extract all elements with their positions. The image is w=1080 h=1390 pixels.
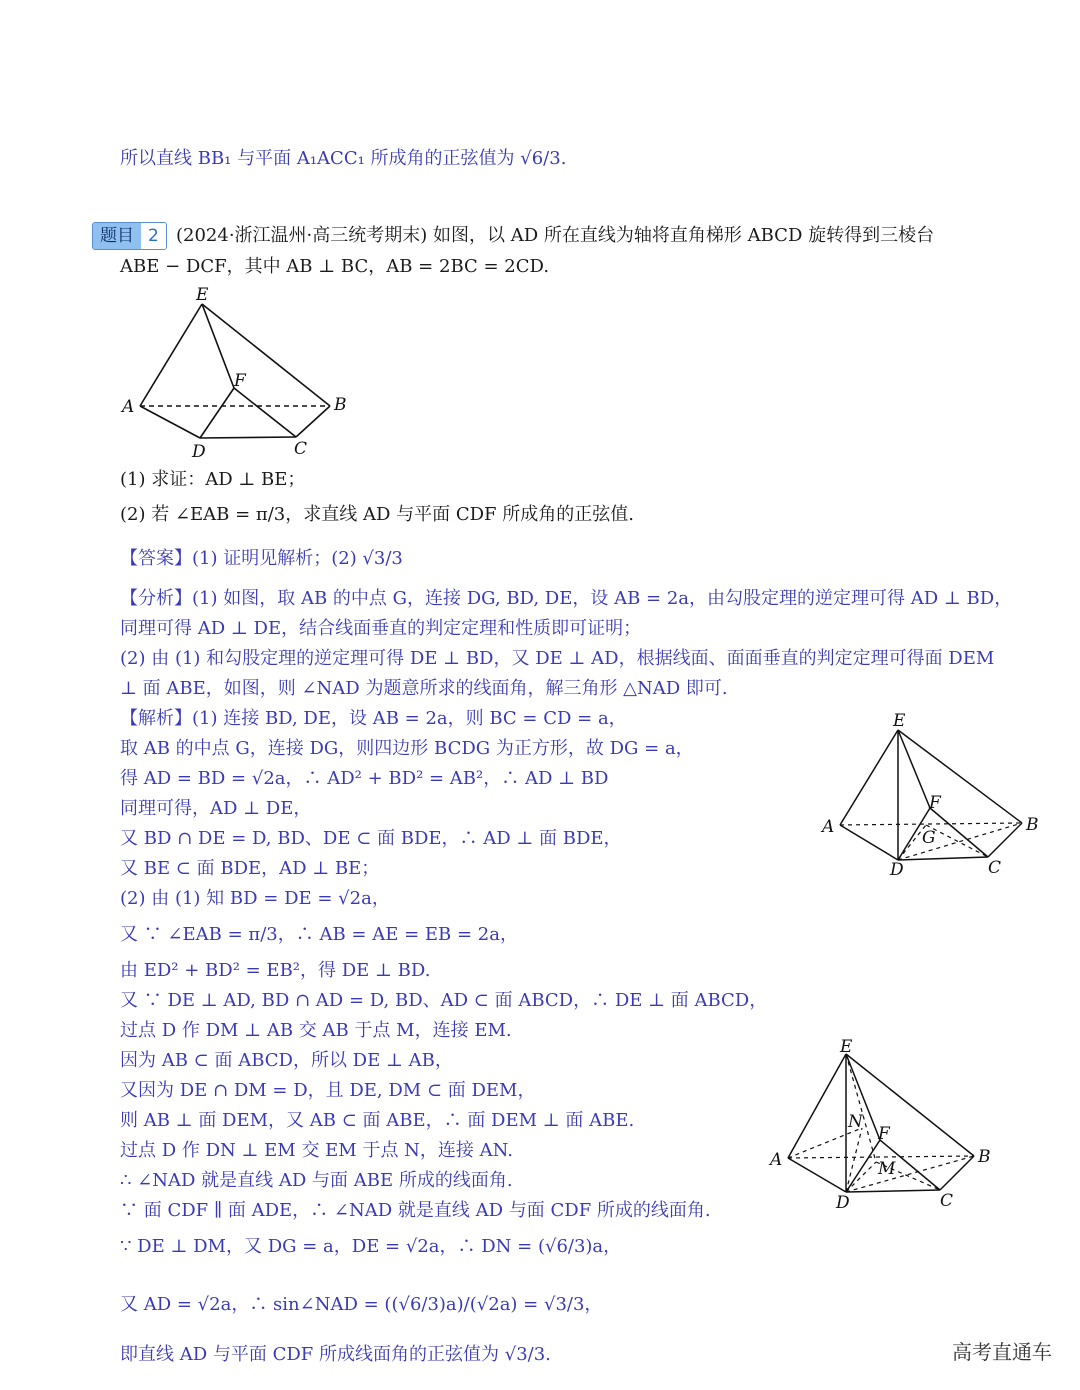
solution-line-2: 取 AB 的中点 G，连接 DG，则四边形 BCDG 为正方形，故 DG = a， xyxy=(120,738,694,759)
previous-conclusion: 所以直线 BB₁ 与平面 A₁ACC₁ 所成角的正弦值为 √6/3. xyxy=(120,148,567,169)
solution-line-17: ∵ 面 CDF ∥ 面 ADE，∴ ∠NAD 就是直线 AD 与面 CDF 所成的线面角. xyxy=(120,1200,711,1221)
edge-DM-dashed xyxy=(846,1162,876,1192)
label-M: M xyxy=(878,1159,896,1179)
label-A: A xyxy=(770,1150,783,1170)
label-D: D xyxy=(836,1193,850,1212)
label-E: E xyxy=(840,1037,853,1057)
label-A: A xyxy=(122,397,135,417)
solution-line-19: 又 AD = √2a，∴ sin∠NAD = ((√6/3)a)/(√2a) = √3/3， xyxy=(120,1294,603,1315)
label-F: F xyxy=(878,1124,890,1144)
edge-AD xyxy=(788,1158,846,1192)
problem-stem-line1: (2024·浙江温州·高三统考期末) 如图，以 AD 所在直线为轴将直角梯形 ABCD 旋转得到三棱台 xyxy=(176,225,935,246)
problem-stem-line2: ABE − DCF，其中 AB ⊥ BC，AB = 2BC = 2CD. xyxy=(120,256,550,277)
label-B: B xyxy=(1026,815,1039,835)
label-B: B xyxy=(978,1147,991,1167)
badge-number: 2 xyxy=(141,223,166,249)
edge-EA xyxy=(140,304,202,406)
edge-DC xyxy=(846,1190,940,1192)
edge-DF xyxy=(200,388,234,438)
solution-line-4: 同理可得，AD ⊥ DE， xyxy=(120,798,312,819)
edge-AB-dashed xyxy=(840,823,1022,825)
badge-label: 题目 xyxy=(93,223,141,249)
solution-line-9: 由 ED² + BD² = EB²，得 DE ⊥ BD. xyxy=(120,960,431,981)
answer: 【答案】(1) 证明见解析；(2) √3/3 xyxy=(120,548,403,569)
frustum-figure-1 xyxy=(118,282,358,462)
edge-EB xyxy=(846,1054,974,1156)
solution-line-18: ∵ DE ⊥ DM，又 DG = a，DE = √2a，∴ DN = (√6/3)a， xyxy=(120,1236,622,1257)
part-1: (1) 求证：AD ⊥ BE； xyxy=(120,469,306,490)
label-F: F xyxy=(234,371,246,391)
label-D: D xyxy=(192,442,206,462)
label-C: C xyxy=(988,858,1002,878)
label-N: N xyxy=(848,1112,863,1132)
solution-line-12: 因为 AB ⊂ 面 ABCD，所以 DE ⊥ AB， xyxy=(120,1050,453,1071)
part-2: (2) 若 ∠EAB = π/3，求直线 AD 与平面 CDF 所成角的正弦值. xyxy=(120,504,634,525)
edge-EA xyxy=(788,1054,846,1158)
edge-FC xyxy=(930,808,988,857)
edge-CB xyxy=(296,406,330,437)
label-G: G xyxy=(922,828,936,848)
solution-line-7: (2) 由 (1) 知 BD = DE = √2a， xyxy=(120,888,390,909)
frustum-figure-2 xyxy=(818,705,1048,885)
edge-DC xyxy=(898,857,988,860)
analysis-line-4: ⊥ 面 ABE，如图，则 ∠NAD 为题意所求的线面角，解三角形 △NAD 即可. xyxy=(120,678,728,699)
label-F: F xyxy=(929,793,941,813)
edge-DC xyxy=(200,437,296,438)
label-B: B xyxy=(334,395,347,415)
solution-line-20: 即直线 AD 与平面 CDF 所成线面角的正弦值为 √3/3. xyxy=(120,1344,551,1365)
solution-line-14: 则 AB ⊥ 面 DEM，又 AB ⊂ 面 ABE，∴ 面 DEM ⊥ 面 ABE. xyxy=(120,1110,635,1131)
label-C: C xyxy=(940,1191,954,1211)
frustum-figure-3 xyxy=(764,1032,1004,1212)
label-C: C xyxy=(294,439,308,459)
solution-line-8: 又 ∵ ∠EAB = π/3，∴ AB = AE = EB = 2a， xyxy=(120,924,518,945)
problem-badge xyxy=(92,222,167,250)
edge-CB xyxy=(988,823,1022,857)
edge-EA xyxy=(840,730,898,825)
solution-line-13: 又因为 DE ∩ DM = D，且 DE, DM ⊂ 面 DEM， xyxy=(120,1080,536,1101)
solution-line-6: 又 BE ⊂ 面 BDE，AD ⊥ BE； xyxy=(120,858,380,879)
edge-DN-dashed xyxy=(846,1128,862,1192)
analysis-line-1: 【分析】(1) 如图，取 AB 的中点 G，连接 DG, BD, DE，设 AB = 2a，由勾股定理的逆定理可得 AD ⊥ BD， xyxy=(120,588,1013,609)
edge-AN-dashed xyxy=(788,1128,862,1158)
analysis-line-3: (2) 由 (1) 和勾股定理的逆定理可得 DE ⊥ BD，又 DE ⊥ AD，根据线面、面面垂直的判定定理可得面 DEM xyxy=(120,648,995,669)
analysis-line-2: 同理可得 AD ⊥ DE，结合线面垂直的判定定理和性质即可证明； xyxy=(120,618,642,639)
label-E: E xyxy=(893,711,906,731)
solution-line-16: ∴ ∠NAD 就是直线 AD 与面 ABE 所成的线面角. xyxy=(120,1170,513,1191)
solution-line-15: 过点 D 作 DN ⊥ EM 交 EM 于点 N，连接 AN. xyxy=(120,1140,513,1161)
solution-line-1: 【解析】(1) 连接 BD, DE，设 AB = 2a，则 BC = CD = a， xyxy=(120,708,627,729)
solution-line-11: 过点 D 作 DM ⊥ AB 交 AB 于点 M，连接 EM. xyxy=(120,1020,512,1041)
watermark: 高考直通车 xyxy=(952,1340,1052,1364)
edge-AB-dashed xyxy=(788,1156,974,1158)
edge-AD xyxy=(840,825,898,860)
solution-line-3: 得 AD = BD = √2a，∴ AD² + BD² = AB²，∴ AD ⊥ BD xyxy=(120,768,609,789)
edge-AD xyxy=(140,406,200,438)
label-D: D xyxy=(890,860,904,880)
edge-DF xyxy=(846,1140,880,1192)
edge-EM-dashed xyxy=(846,1054,876,1162)
solution-line-5: 又 BD ∩ DE = D, BD、DE ⊂ 面 BDE，∴ AD ⊥ 面 BDE， xyxy=(120,828,622,849)
edge-FC xyxy=(234,388,296,437)
label-E: E xyxy=(196,285,209,305)
label-A: A xyxy=(822,817,835,837)
solution-line-10: 又 ∵ DE ⊥ AD, BD ∩ AD = D, BD、AD ⊂ 面 ABCD，∴ DE ⊥ 面 ABCD， xyxy=(120,990,768,1011)
